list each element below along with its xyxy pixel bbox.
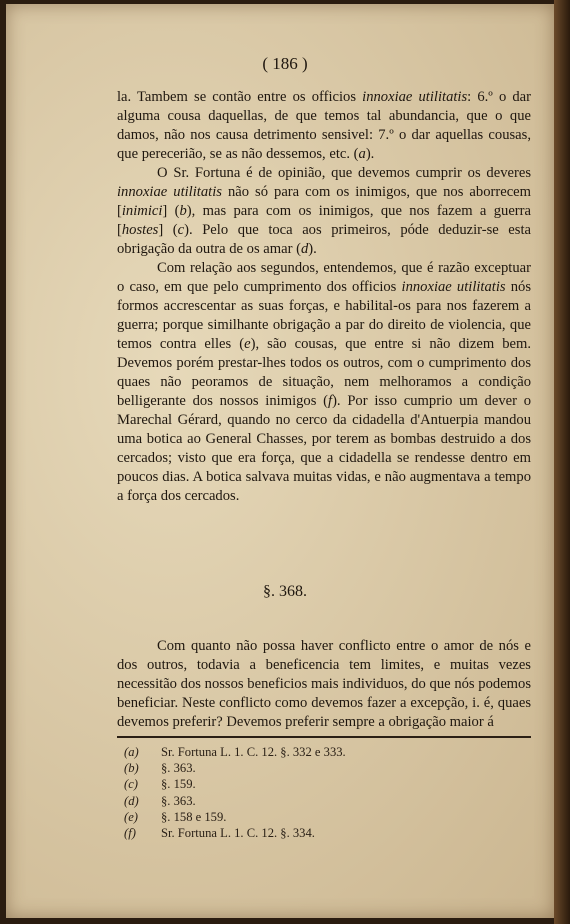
- italic-run: inimici: [121, 203, 163, 219]
- text-run: ). Por isso cumprio um dever o Marechal Gérard, quando no cerco da cidadella d'Antuerpia mandou uma botica ao General Chasses, por terem as bombas destruido a dos cercados; visto que era força, que a cidadella se rendesse dentro em poucos dias. A botica salvava muitas vidas, e não augmentava a tempo a força dos cercados.: [117, 393, 531, 504]
- footnote-divider: [117, 736, 531, 738]
- footnote: [124, 825, 524, 841]
- footnote-text: §. 158 e 159.: [161, 809, 227, 824]
- footnote-text: §. 363.: [161, 761, 196, 776]
- footnote: [124, 776, 524, 792]
- text-run: O Sr. Fortuna é de opinião, que devemos cumprir os deveres: [157, 165, 531, 181]
- main-text-upper: [117, 88, 531, 506]
- paragraph-3: [117, 259, 531, 506]
- footnote-label: (a): [124, 745, 139, 759]
- text-run: ] (: [162, 203, 180, 219]
- italic-run: innoxiae utilitatis: [362, 89, 468, 105]
- italic-run: e: [244, 336, 251, 352]
- book-spine-edge: [554, 0, 570, 924]
- section-heading: §. 368.: [263, 583, 307, 600]
- italic-run: innoxiae utilitatis: [401, 279, 506, 295]
- text-run: : 6.º o dar alguma cousa daquellas, de que temos tal abundancia, que o que damos, não nos causa detrimento sensivel: 7.º o dar aquellas cousas, que perecerião, se as não dessemos, etc. (: [117, 89, 531, 162]
- footnote-label: (b): [124, 761, 139, 776]
- footnote-label: (d): [124, 793, 139, 808]
- text-run: ), são cousas, que entre si não dizem bem. Devemos porém prestar-lhes todos os outros, com o cumprimento dos quaes não peoramos de situação, nem melhoramos a condição belligerante dos nossos inimigos (: [117, 336, 531, 409]
- text-run: Com relação aos segundos, entendemos, que é razão exceptuar o caso, em que pelo cumprimento dos officios: [117, 260, 531, 295]
- footnote-text: §. 363.: [161, 793, 196, 808]
- text-run: não só para com os inimigos, que nos aborrecem [: [117, 184, 532, 219]
- footnote-text: §. 159.: [161, 777, 196, 792]
- paragraph-1: [117, 88, 531, 164]
- text-run: la. Tambem se contão entre os officios: [117, 89, 363, 105]
- footnote-text: Sr. Fortuna L. 1. C. 12. §. 332 e 333.: [161, 745, 346, 759]
- italic-run: innoxiae utilitatis: [117, 184, 222, 200]
- footnote: [124, 760, 524, 776]
- paragraph-2: [117, 164, 531, 259]
- italic-run: b: [179, 203, 187, 219]
- footnote-label: (e): [124, 809, 138, 824]
- footnote: [124, 809, 524, 825]
- footnotes: [124, 744, 524, 841]
- text-run: nós formos accrescentar as suas forças, e habilital-os para nos fazerem a guerra; porque similhante obrigação a par do direito de violencia, que temos contra elles (: [117, 279, 532, 352]
- page-number: ( 186 ): [262, 54, 308, 73]
- italic-run: d: [300, 241, 309, 257]
- text-run: ] (: [158, 222, 178, 238]
- footnote-text: Sr. Fortuna L. 1. C. 12. §. 334.: [161, 826, 315, 841]
- paragraph-4: [117, 637, 531, 732]
- text-run: ).: [365, 146, 375, 162]
- main-text-lower: [117, 622, 531, 746]
- italic-run: f: [328, 393, 333, 409]
- text-run: ).: [308, 241, 317, 257]
- footnote-label: (c): [124, 777, 138, 792]
- text-run: ). Pelo que toca aos primeiros, póde deduzir-se esta obrigação da outra de os amar (: [117, 222, 531, 257]
- text-run: Com quanto não possa haver conflicto entre o amor de nós e dos outros, todavia a beneficencia tem limites, e muitas vezes necessitão dos nossos beneficios mais individuos, do que nós podemos beneficiar. Neste conflicto como devemos fazer a excepção, i. é, quaes devemos preferir? Devemos preferir sempre a obrigação maior á: [117, 637, 531, 730]
- footnote: [124, 744, 524, 760]
- footnote: [124, 793, 524, 809]
- italic-run: a: [358, 146, 366, 162]
- italic-run: hostes: [121, 222, 159, 238]
- italic-run: c: [177, 222, 185, 238]
- footnote-label: (f): [124, 826, 136, 841]
- text-run: ), mas para com os inimigos, que nos fazem a guerra [: [117, 203, 531, 238]
